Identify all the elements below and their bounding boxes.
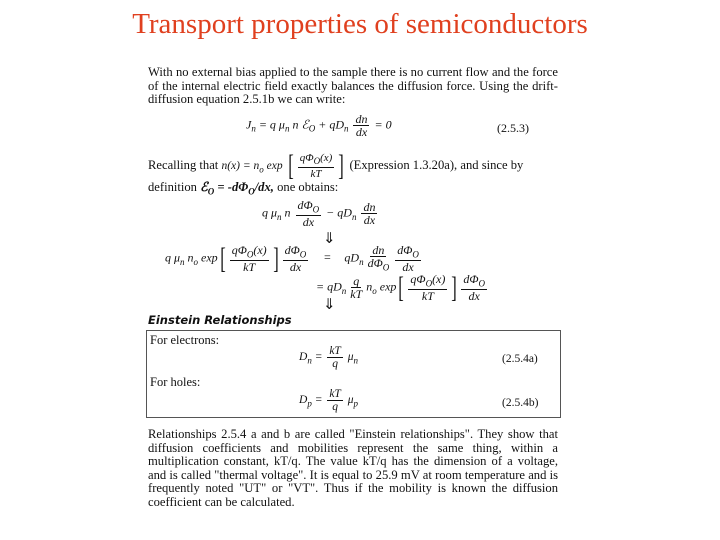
intro-paragraph: With no external bias applied to the sample there is no current flow and the force of the internal electric field exactly balances the diffusion force. Using the drift-diffusion equation 2.5.1b we can write: bbox=[148, 65, 558, 107]
slide-title: Transport properties of semiconductors bbox=[132, 8, 588, 40]
definition-line: definition ℰ$_O$ = $-d\Phi_O/dx$, one obtains: bbox=[148, 180, 339, 197]
recalling-text: Recalling that bbox=[148, 157, 219, 172]
einstein-box bbox=[146, 330, 561, 418]
equals-zero: = 0 bbox=[374, 117, 392, 132]
einstein-holes-equation: $D_p$ = $\frac{kT}{q}$ $\mu_p$ bbox=[299, 388, 358, 413]
down-arrow-2: ⇓ bbox=[323, 295, 336, 313]
equation-number-2-5-4a: (2.5.4a) bbox=[502, 353, 538, 365]
equation-number-2-5-4b: (2.5.4b) bbox=[502, 397, 539, 409]
holes-label: For holes: bbox=[150, 375, 201, 389]
definition-expression: = -dΦ bbox=[217, 180, 249, 194]
down-arrow-1: ⇓ bbox=[323, 229, 336, 247]
recalling-line: Recalling that $n(x) = n_o$ exp [ $\frac{q\Phi_O(x)}{kT}$ ] (Expression 1.3.20a), and since by bbox=[148, 149, 524, 183]
equation-2-5-3: $J_n = q$ $\mu_n$ n ℰ$_O$ + $qD_n$ $\frac{dn}{dx}$ = 0 bbox=[246, 112, 392, 139]
einstein-heading: Einstein Relationships bbox=[148, 313, 292, 327]
one-obtains-text: one obtains: bbox=[277, 180, 339, 194]
definition-text: definition bbox=[148, 180, 197, 194]
conclusion-paragraph: Relationships 2.5.4 a and b are called "Einstein relationships". They show that diffusion coefficients and mobilities represent the same thing, within a multiplication constant, kT/q. The value kT/q has the dimension of a voltage, and is called "thermal voltage". It is equal to 25.9 mV at room temperature and is frequently noted "UT" or "VT". Thus if the mobility is known the diffusion coefficient can be calculated. bbox=[148, 427, 558, 509]
derivation-step-1: q $\mu_n$ n $\frac{d\Phi_O}{dx}$ − $qD_n$ $\frac{dn}{dx}$ bbox=[262, 198, 376, 230]
electrons-label: For electrons: bbox=[150, 333, 220, 347]
definition-tail: /dx, bbox=[254, 180, 274, 194]
einstein-electrons-equation: $D_n$ = $\frac{kT}{q}$ $\mu_n$ bbox=[299, 345, 358, 370]
expression-reference: (Expression 1.3.20a), and since by bbox=[349, 157, 524, 172]
derivation-step-2: q $\mu_n$ $n_o$ exp[ $\frac{q\Phi_O(x)}{kT}$ ] $\frac{d\Phi_O}{dx}$ = $qD_n$ $\frac{dn}{d\Phi_O}$ $\frac{d\Phi_O}{dx}$ bbox=[165, 241, 419, 275]
derivation-step-3: = $qD_n$ $\frac{q}{kT}$ $n_o$ exp[ $\frac{q\Phi_O(x)}{kT}$ ] $\frac{d\Phi_O}{dx}$ bbox=[316, 270, 486, 304]
equation-number-2-5-3: (2.5.3) bbox=[497, 121, 529, 135]
